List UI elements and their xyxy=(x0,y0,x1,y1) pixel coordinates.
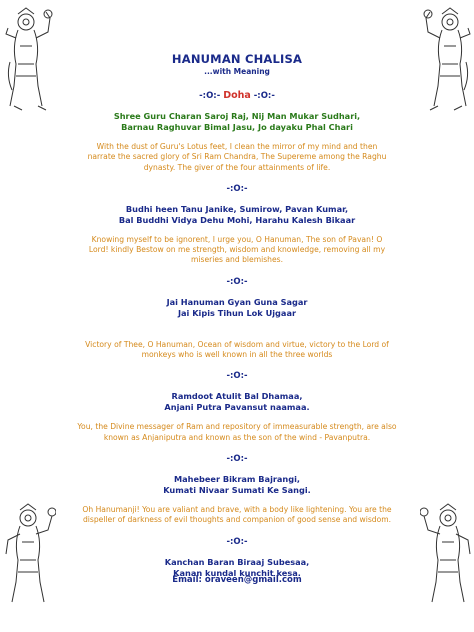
verse-block xyxy=(70,204,404,226)
section-separator: -:O:- xyxy=(226,453,248,464)
hanuman-figure-icon xyxy=(4,6,56,112)
meaning-line: dynasty. The giver of the four attainments of life. xyxy=(143,162,331,172)
hanuman-figure-icon xyxy=(420,6,472,112)
verse-line: Jai Hanuman Gyan Guna Sagar xyxy=(166,296,308,307)
meaning-line: You, the Divine messager of Ram and repository of immeasurable strength, are also xyxy=(77,422,397,432)
meaning-block xyxy=(70,340,404,361)
meaning-line: monkeys who is well known in all the three worlds xyxy=(141,350,333,360)
section-separator: -:O:- xyxy=(226,536,248,547)
verse-line: Anjani Putra Pavansut naamaa. xyxy=(164,402,310,413)
verse-line: Bal Buddhi Vidya Dehu Mohi, Harahu Kalesh Bikaar xyxy=(118,214,356,225)
verse-line: Barnau Raghuvar Bimal Jasu, Jo dayaku Phal Chari xyxy=(121,122,353,132)
meaning-line: dispeller of darkness of evil thoughts and companion of good sense and wisdom. xyxy=(82,515,392,525)
meaning-line: Victory of Thee, O Hanuman, Ocean of wisdom and virtue, victory to the Lord of xyxy=(85,339,389,349)
footer-email: Email: oraveen@gmail.com xyxy=(172,575,302,585)
meaning-block xyxy=(70,505,404,526)
meaning-line: Oh Hanumanji! You are valiant and brave, with a body like lightening. You are the xyxy=(82,504,392,514)
separator-right: -:O:- xyxy=(253,91,275,101)
section-separator: -:O:- xyxy=(226,183,248,194)
verse-line: Jai Kipis Tihun Lok Ujgaar xyxy=(177,307,297,318)
hanuman-figure-icon xyxy=(4,500,56,606)
meaning-line: miseries and blemishes. xyxy=(190,255,284,265)
chalisa-content xyxy=(70,52,404,579)
section-separator: -:O:- xyxy=(226,371,248,382)
verse-line: Budhi heen Tanu Janike, Sumirow, Pavan Kumar, xyxy=(125,203,349,214)
meaning-line: With the dust of Guru's Lotus feet, I clean the mirror of my mind and then xyxy=(96,142,378,151)
meaning-line: Knowing myself to be ignorent, I urge you, O Hanuman, The son of Pavan! O xyxy=(91,234,383,244)
meaning-block xyxy=(70,422,404,443)
verse-block xyxy=(70,111,404,133)
meaning-block xyxy=(70,142,404,173)
verse-block xyxy=(70,391,404,413)
section-separator: -:O:- xyxy=(226,276,248,287)
verse-line: Ramdoot Atulit Bal Dhamaa, xyxy=(171,391,303,402)
verse-line: Kanchan Baran Biraaj Subesaa, xyxy=(164,556,310,567)
page-subtitle: ...with Meaning xyxy=(204,67,270,76)
verse-line: Mahebeer Bikram Bajrangi, xyxy=(173,473,301,484)
verse-block xyxy=(70,474,404,496)
doha-separator xyxy=(70,90,404,102)
doha-label: Doha xyxy=(223,90,251,101)
verse-line: Kumati Nivaar Sumati Ke Sangi. xyxy=(163,484,311,495)
verse-block xyxy=(70,297,404,319)
hanuman-figure-icon xyxy=(420,500,472,606)
meaning-line: known as Anjaniputra and known as the son of the wind - Pavanputra. xyxy=(103,432,371,442)
verse-line: Kanan kundal kunchit kesa. xyxy=(173,567,301,578)
page-title: HANUMAN CHALISA xyxy=(171,52,303,66)
verse-line: Shree Guru Charan Saroj Raj, Nij Man Mukar Sudhari, xyxy=(113,111,361,121)
meaning-line: Lord! kindly Bestow on me strength, wisdom and knowledge, removing all my xyxy=(88,245,386,255)
separator-left: -:O:- xyxy=(199,91,221,101)
meaning-line: narrate the sacred glory of Sri Ram Chandra, The Supereme among the Raghu xyxy=(87,152,387,162)
meaning-block xyxy=(70,235,404,266)
